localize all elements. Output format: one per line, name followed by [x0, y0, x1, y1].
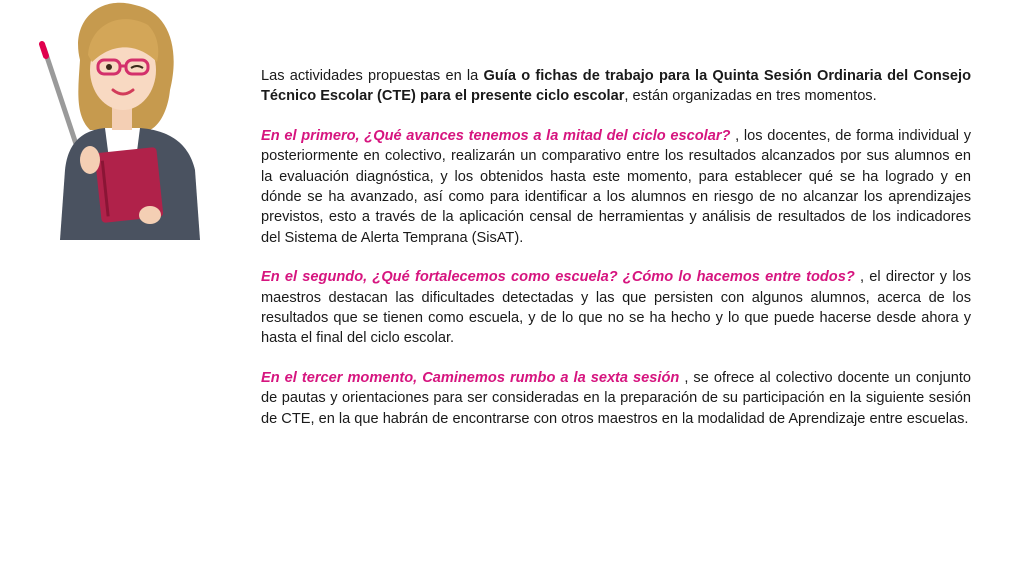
paragraph-intro: Las actividades propuestas en la Guía o fichas de trabajo para la Quinta Sesión Ordinaria del Consejo Técnico Escolar (CTE) para el presente ciclo escolar, están organizadas en tres momentos.	[261, 68, 971, 105]
guide-title: Guía o fichas de trabajo para la Quinta Sesión Ordinaria del Consejo Técnico Escolar (CTE) para el presente ciclo escolar	[261, 68, 971, 105]
slide-content	[261, 66, 971, 448]
third-moment-heading: En el tercer momento, Caminemos rumbo a la sexta sesión	[261, 369, 680, 386]
first-moment-heading: En el primero, ¿Qué avances tenemos a la mitad del ciclo escolar?	[261, 127, 731, 144]
second-moment-heading: En el segundo, ¿Qué fortalecemos como escuela? ¿Cómo lo hacemos entre todos?	[261, 269, 855, 286]
paragraph-second-moment: En el segundo, ¿Qué fortalecemos como escuela? ¿Cómo lo hacemos entre todos? , el director y los maestros destacan las dificultades detectadas y las que persisten con algunos alumnos, acerca de los resultados que se tienen como escuela, y de lo que no se ha hecho y lo que puede hacerse desde ahora y hasta el final del ciclo escolar.	[261, 269, 971, 347]
paragraph-first-moment: En el primero, ¿Qué avances tenemos a la mitad del ciclo escolar? , los docentes, de forma individual y posteriormente en colectivo, realizarán un comparativo entre los resultados alcanzados por sus alumnos en la evaluación diagnóstica, y los obtenidos hasta este momento, para establecer qué se ha logrado y en dónde se ha avanzado, así como para identificar a los alumnos en riesgo de no alcanzar los aprendizajes previstos, esto a través de la aplicación censal de herramientas y análisis de resultados de los indicadores del Sistema de Alerta Temprana (SisAT).	[261, 127, 972, 246]
teacher-illustration	[30, 0, 210, 245]
paragraph-third-moment: En el tercer momento, Caminemos rumbo a la sexta sesión , se ofrece al colectivo docente un conjunto de pautas y orientaciones para ser consideradas en la preparación de su participación en la siguiente sesión de CTE, en la que habrán de encontrarse con otros maestros en la modalidad de Aprendizaje entre escuelas.	[261, 369, 971, 427]
